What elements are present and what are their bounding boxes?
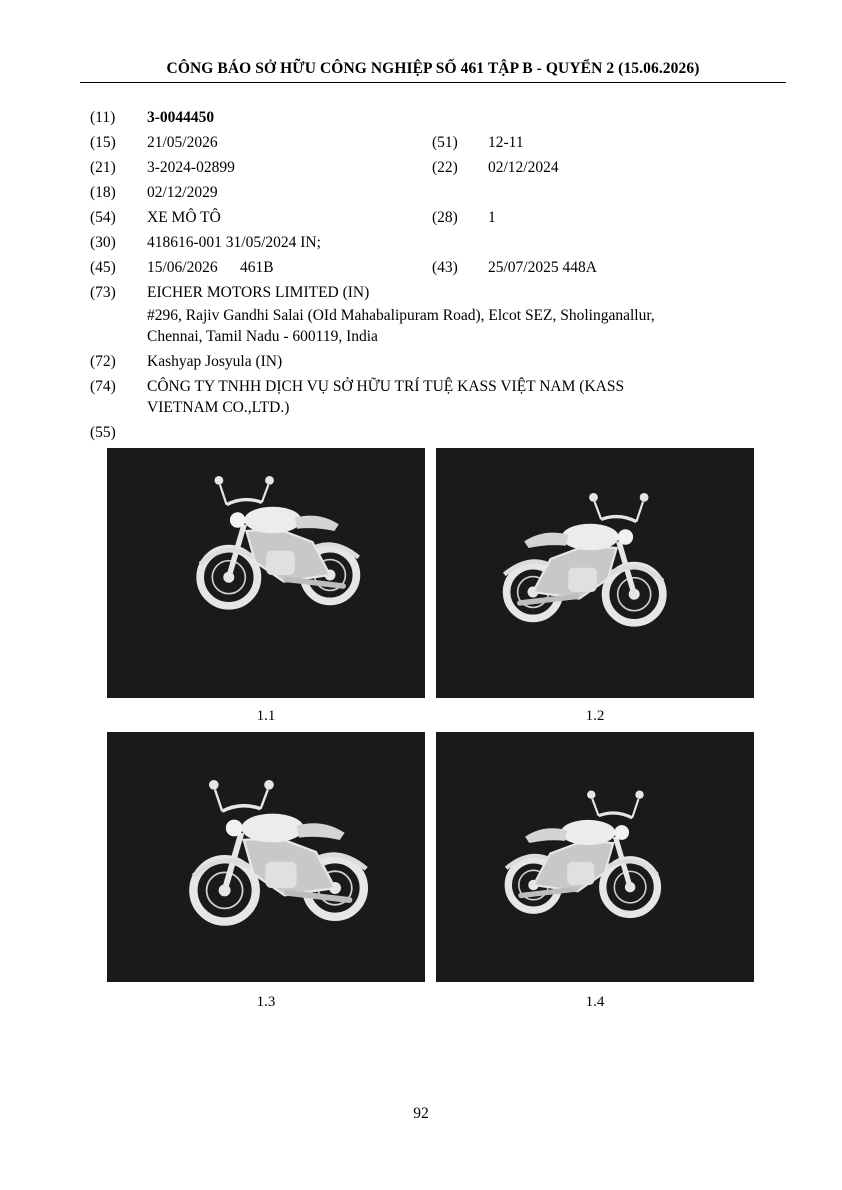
field-code: (30)	[90, 234, 116, 251]
figure-caption: 1.2	[585, 708, 605, 724]
field-code: (72)	[90, 353, 116, 370]
field-code: (45)	[90, 259, 116, 276]
motorcycle-illustration	[107, 448, 425, 698]
field-code: (73)	[90, 284, 116, 301]
locarno-class: 12-11	[488, 134, 524, 151]
field-code: (54)	[90, 209, 116, 226]
application-publication: 25/07/2025 448A	[488, 259, 597, 276]
publication-issue: 461B	[240, 259, 274, 276]
figure-1-1-image	[107, 448, 425, 698]
owner-address: #296, Rajiv Gandhi Salai (OId Mahabalipuram Road), Elcot SEZ, Sholinganallur,	[147, 307, 655, 324]
field-code: (55)	[90, 424, 116, 441]
field-code: (74)	[90, 378, 116, 395]
motorcycle-illustration	[436, 732, 754, 982]
motorcycle-illustration	[436, 448, 754, 698]
field-code: (43)	[432, 259, 458, 276]
priority-data: 418616-001 31/05/2024 IN;	[147, 234, 321, 251]
field-code: (28)	[432, 209, 458, 226]
figure-caption: 1.4	[585, 994, 605, 1010]
gazette-header-title: CÔNG BÁO SỞ HỮU CÔNG NGHIỆP SỐ 461 TẬP B - QUYỂN 2 (15.06.2026)	[166, 60, 700, 77]
grant-date: 21/05/2026	[147, 134, 218, 151]
agent-name: CÔNG TY TNHH DỊCH VỤ SỞ HỮU TRÍ TUỆ KASS VIỆT NAM (KASS	[147, 378, 625, 395]
expiry-date: 02/12/2029	[147, 184, 218, 201]
registration-number: 3-0044450	[147, 109, 215, 126]
owner-address: Chennai, Tamil Nadu - 600119, India	[147, 328, 378, 345]
design-count: 1	[488, 209, 496, 226]
field-code: (15)	[90, 134, 116, 151]
publication-date: 15/06/2026	[147, 259, 218, 276]
owner-name: EICHER MOTORS LIMITED (IN)	[147, 284, 370, 301]
motorcycle-illustration	[107, 732, 425, 982]
field-code: (21)	[90, 159, 116, 176]
figure-caption: 1.1	[256, 708, 276, 724]
field-code: (51)	[432, 134, 458, 151]
figure-1-3-image	[107, 732, 425, 982]
page-number: 92	[413, 1105, 429, 1122]
application-number: 3-2024-02899	[147, 159, 235, 176]
figure-caption: 1.3	[256, 994, 276, 1010]
field-code: (18)	[90, 184, 116, 201]
field-code: (11)	[90, 109, 116, 126]
designer-name: Kashyap Josyula (IN)	[147, 353, 283, 370]
design-title: XE MÔ TÔ	[147, 209, 221, 226]
figure-1-4-image	[436, 732, 754, 982]
header-rule	[80, 82, 786, 83]
filing-date: 02/12/2024	[488, 159, 559, 176]
figure-1-2-image	[436, 448, 754, 698]
agent-name: VIETNAM CO.,LTD.)	[147, 399, 290, 416]
field-code: (22)	[432, 159, 458, 176]
